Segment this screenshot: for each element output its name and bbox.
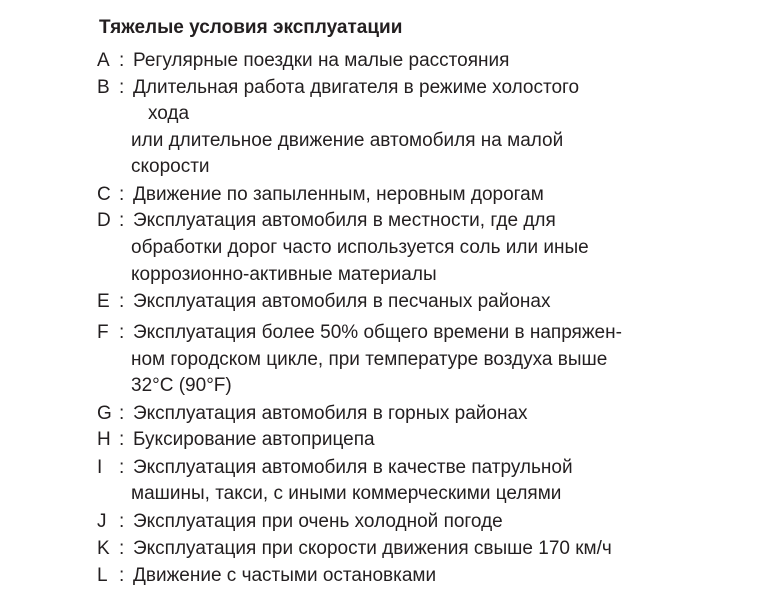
item-text: Регулярные поездки на малые расстояния [133,50,510,71]
list-item-g [0,402,770,426]
item-letter: C [97,184,111,205]
item-separator: : [119,291,125,312]
item-text-continuation: ном городском цикле, при температуре воздуха выше [131,349,608,370]
item-letter: B [97,77,110,98]
item-letter: F [97,322,109,343]
list-item-e [0,290,770,314]
item-text-continuation: хода [148,103,190,124]
list-item-a [0,49,770,73]
item-text: Эксплуатация автомобиля в песчаных районах [133,291,551,312]
item-separator: : [119,184,125,205]
item-separator: : [119,322,125,343]
item-text-continuation: скорости [131,156,210,177]
item-text-continuation: или длительное движение автомобиля на малой [131,130,564,151]
item-text-continuation: коррозионно-активные материалы [131,264,437,285]
item-text: Буксирование автоприцепа [133,429,375,450]
item-letter: I [97,457,103,478]
item-letter: G [97,403,112,424]
item-text: Эксплуатация автомобиля в горных районах [133,403,528,424]
item-text: Эксплуатация автомобиля в качестве патрульной [133,457,573,478]
item-text-continuation: машины, такси, с иными коммерческими целями [131,483,562,504]
list-item-k [0,537,770,561]
list-item-j [0,510,770,534]
item-letter: J [97,511,107,532]
list-item-i [0,456,770,480]
item-separator: : [119,565,125,586]
item-separator: : [119,538,125,559]
list-item-h [0,428,770,452]
item-letter: E [97,291,110,312]
item-letter: K [97,538,110,559]
item-letter: H [97,429,111,450]
item-separator: : [119,210,125,231]
list-item-l [0,564,770,588]
item-letter: L [97,565,108,586]
item-text: Движение по запыленным, неровным дорогам [133,184,544,205]
item-text: Эксплуатация автомобиля в местности, где для [133,210,556,231]
item-text-continuation: обработки дорог часто используется соль или иные [131,237,589,258]
item-text: Длительная работа двигателя в режиме холостого [133,77,580,98]
item-separator: : [119,457,125,478]
item-text: Эксплуатация более 50% общего времени в напряжен- [133,322,622,343]
item-separator: : [119,77,125,98]
list-item-d [0,209,770,233]
item-separator: : [119,403,125,424]
item-letter: A [97,50,110,71]
list-item-f [0,321,770,345]
list-item-b [0,76,770,100]
item-text-continuation: 32°C (90°F) [131,375,232,396]
item-separator: : [119,50,125,71]
item-text: Эксплуатация при скорости движения свыше 170 км/ч [133,538,612,559]
item-text: Движение с частыми остановками [133,565,437,586]
item-letter: D [97,210,111,231]
item-separator: : [119,429,125,450]
page-title: Тяжелые условия эксплуатации [99,17,403,38]
item-text: Эксплуатация при очень холодной погоде [133,511,503,532]
item-separator: : [119,511,125,532]
list-item-c [0,183,770,207]
